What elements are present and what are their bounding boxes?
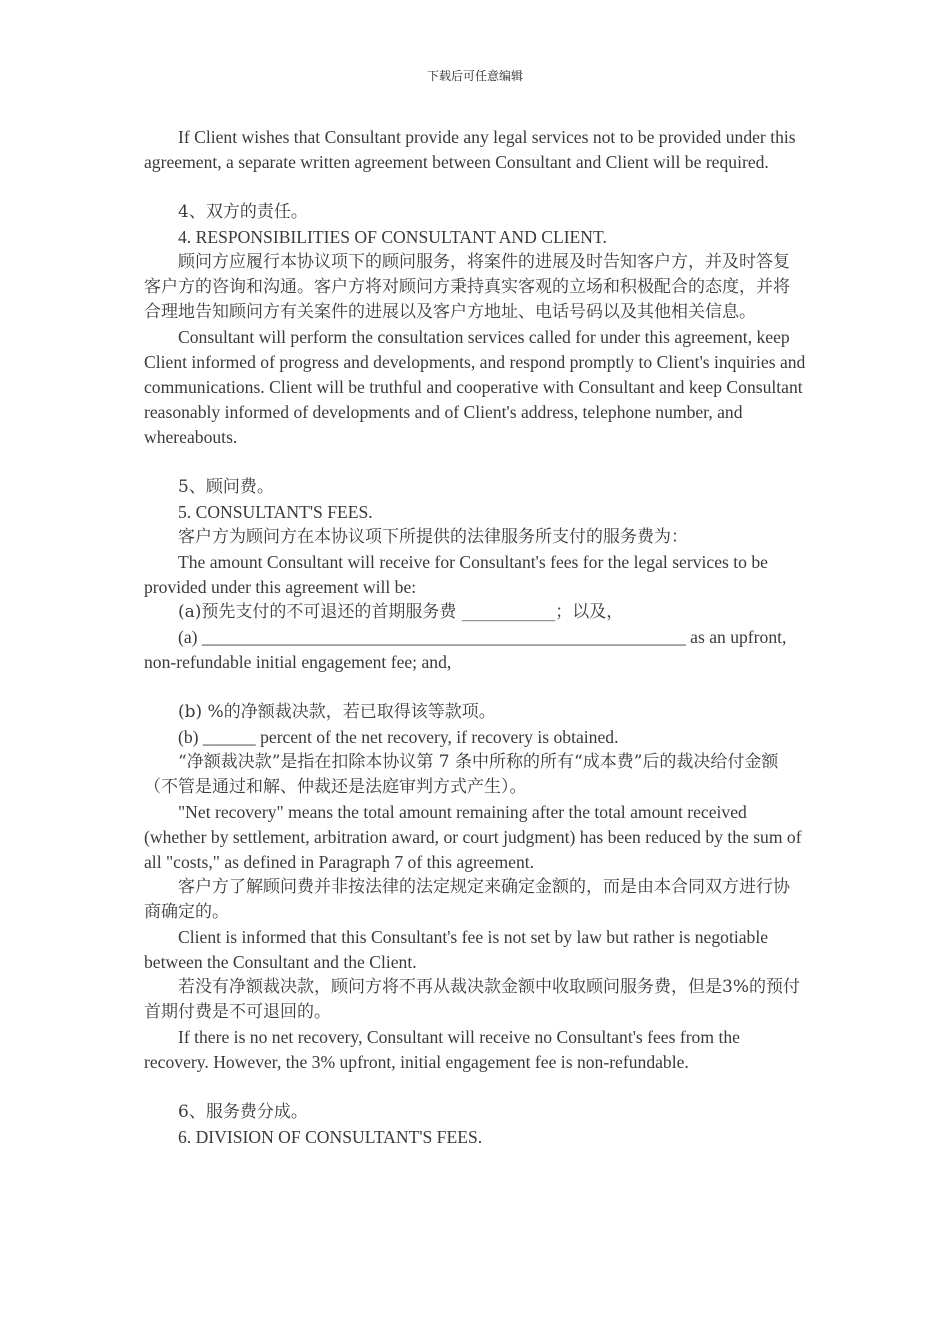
section-heading-cn: 6、服务费分成。: [178, 1102, 308, 1122]
paragraph-cn: 若没有净额裁决款，顾问方将不再从裁决款金额中收取顾问服务费，但是3%的预付首期付费是不可退回的。: [144, 977, 800, 1022]
paragraph: Consultant will perform the consultation services called for under this agreement, keep Client informed of progress and developments, and respond promptly to Client's inquiries and communications. Client will be truthful and cooperative with Consultant and keep Consultant reasonably informed of developments and of Client's address, telephone number, and whereabouts.: [144, 327, 806, 447]
page-header: 下载后可任意编辑: [426, 69, 523, 83]
paragraph: If Client wishes that Consultant provide any legal services not to be provided under this agreement, a separate written agreement between Consultant and Client will be required.: [144, 127, 796, 172]
paragraph: "Net recovery" means the total amount remaining after the total amount received (whether by settlement, arbitration award, or court judgment) has been reduced by the sum of all "costs," as defined in Paragraph 7 of this agreement.: [144, 802, 802, 872]
paragraph-gap: [144, 450, 806, 475]
paragraph: The amount Consultant will receive for Consultant's fees for the legal services to be provided under this agreement will be:: [144, 552, 768, 597]
paragraph-cn: 客户方了解顾问费并非按法律的法定规定来确定金额的，而是由本合同双方进行协商确定的。: [144, 877, 790, 922]
paragraph: If there is no net recovery, Consultant will receive no Consultant's fees from the recovery. However, the 3% upfront, initial engagement fee is non-refundable.: [144, 1027, 740, 1072]
section-heading-en: 5. CONSULTANT'S FEES.: [178, 502, 373, 522]
document-body: [144, 125, 806, 1150]
clause-a-cn: (a)预先支付的不可退还的首期服务费 ___________；以及，: [178, 602, 624, 622]
paragraph: Client is informed that this Consultant's fee is not set by law but rather is negotiable between the Consultant and the Client.: [144, 927, 769, 972]
section-heading-cn: 5、顾问费。: [178, 477, 274, 497]
section-heading-cn: 4、双方的责任。: [178, 202, 308, 222]
paragraph-gap: [144, 175, 806, 200]
section-heading-en: 6. DIVISION OF CONSULTANT'S FEES.: [178, 1127, 483, 1147]
paragraph-gap: [144, 1075, 806, 1100]
paragraph-cn: 客户方为顾问方在本协议项下所提供的法律服务所支付的服务费为：: [178, 527, 688, 547]
clause-a-en: (a) _______________________________________________________ as an upfront, non-refundable initial engagement fee; and,: [144, 627, 787, 672]
paragraph-cn: 顾问方应履行本协议项下的顾问服务，将案件的进展及时告知客户方，并及时答复客户方的咨询和沟通。客户方将对顾问方秉持真实客观的立场和积极配合的态度，并将合理地告知顾问方有关案件的进展以及客户方地址、电话号码以及其他相关信息。: [144, 252, 790, 322]
section-heading-en: 4. RESPONSIBILITIES OF CONSULTANT AND CLIENT.: [178, 227, 607, 247]
paragraph-gap: [144, 675, 806, 700]
paragraph-cn: “净额裁决款”是指在扣除本协议第 7 条中所称的所有“成本费”后的裁决给付金额（不管是通过和解、仲裁还是法庭审判方式产生）。: [144, 752, 779, 797]
clause-b-cn: (b) %的净额裁决款，若已取得该等款项。: [178, 702, 496, 722]
clause-b-en: (b) ______ percent of the net recovery, if recovery is obtained.: [178, 727, 619, 747]
